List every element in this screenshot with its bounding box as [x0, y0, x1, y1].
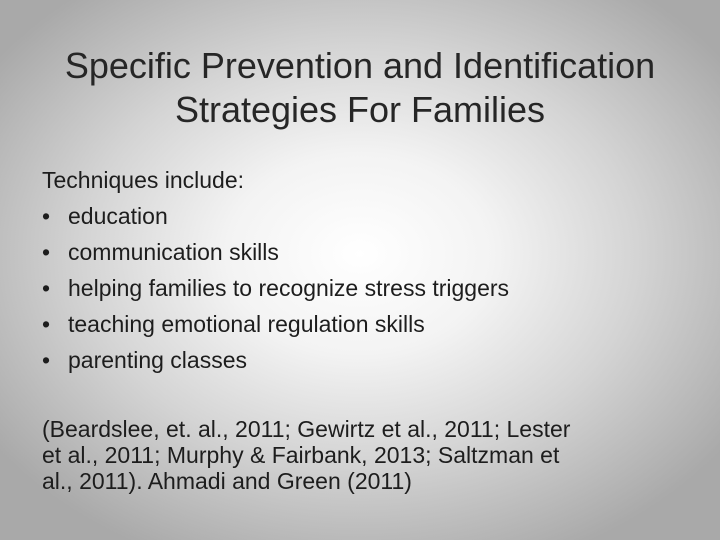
bullet-icon: •: [42, 239, 51, 265]
bullet-item-parenting-classes: [42, 342, 682, 378]
bullet-text: teaching emotional regulation skills: [68, 311, 425, 337]
slide-title: [36, 44, 684, 132]
citation-line-3: al., 2011). Ahmadi and Green (2011): [42, 468, 412, 494]
bullet-text: helping families to recognize stress triggers: [68, 275, 510, 301]
bullet-text: communication skills: [68, 239, 279, 265]
bullet-icon: •: [42, 203, 51, 229]
bullet-item-stress-triggers: [42, 270, 682, 306]
bullet-item-emotional-regulation: [42, 306, 682, 342]
bullet-item-communication-skills: [42, 234, 682, 270]
bullet-item-education: [42, 198, 682, 234]
intro-text: Techniques include:: [42, 167, 245, 193]
citation-line-2: et al., 2011; Murphy & Fairbank, 2013; Saltzman et: [42, 442, 560, 468]
citation: [42, 416, 682, 494]
bullet-list: [42, 198, 682, 378]
bullet-text: education: [68, 203, 168, 229]
citation-line-1: (Beardslee, et. al., 2011; Gewirtz et al., 2011; Lester: [42, 416, 571, 442]
bullet-icon: •: [42, 347, 51, 373]
bullet-icon: •: [42, 311, 51, 337]
bullet-icon: •: [42, 275, 51, 301]
title-line-2: Strategies For Families: [174, 89, 546, 130]
title-line-1: Specific Prevention and Identification: [64, 45, 656, 86]
bullet-text: parenting classes: [68, 347, 247, 373]
slide-body: [42, 162, 682, 378]
